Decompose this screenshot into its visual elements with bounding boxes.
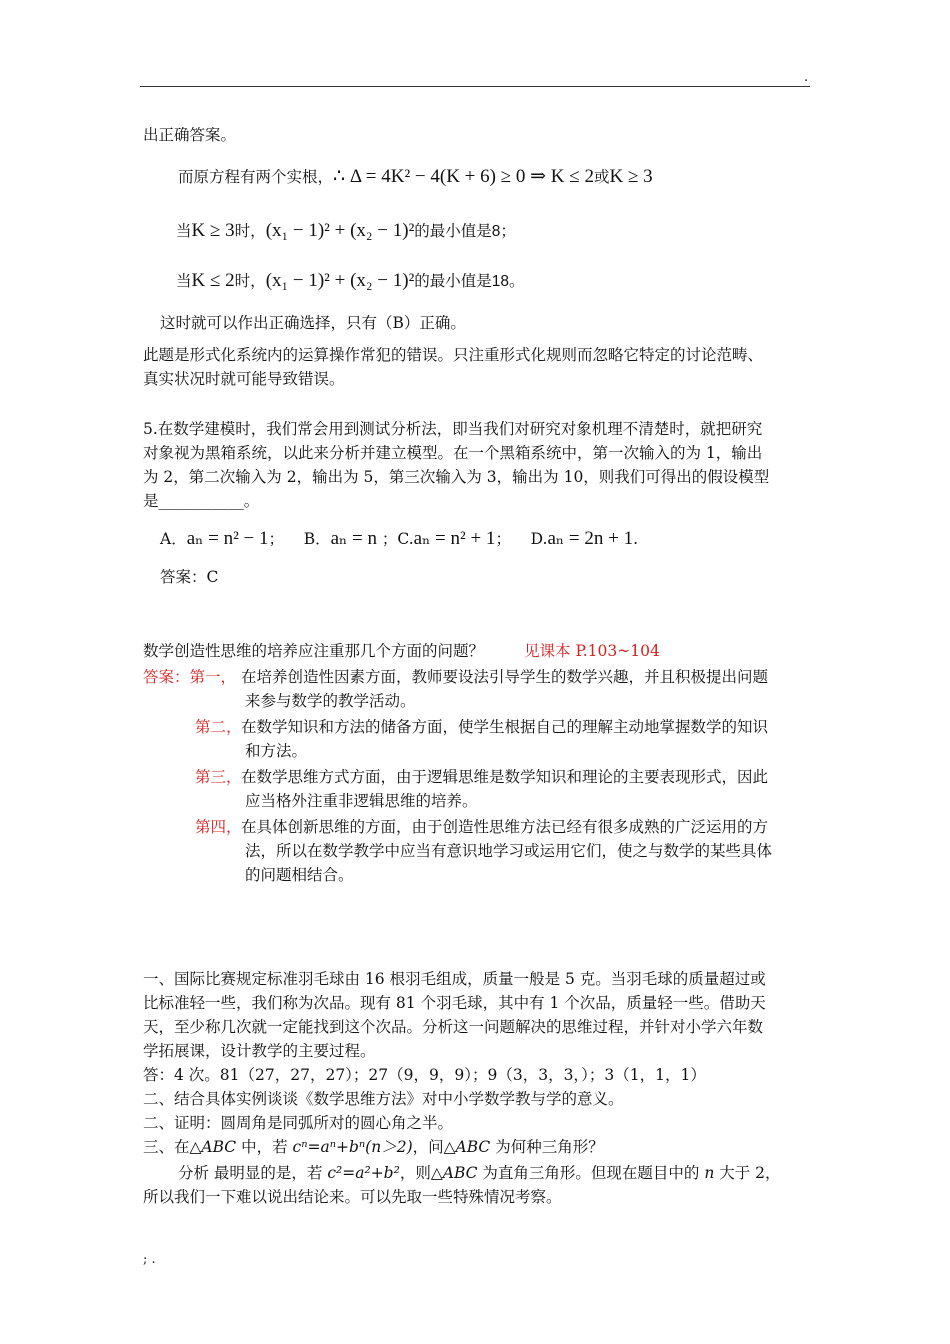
- question-5-line-1: 5.在数学建模时，我们常会用到测试分析法，即当我们对研究对象机理不清楚时，就把研究: [143, 420, 763, 438]
- answer-2a: 在数学知识和方法的储备方面，使学生根据自己的理解主动地掌握数学的知识: [241, 718, 769, 736]
- line-3-condition: K ≥ 3: [191, 220, 235, 241]
- answer-4c: 的问题相结合。: [245, 866, 354, 884]
- line-6a: 此题是形式化系统内的运算操作常犯的错误。只注重形式化规则而忽略它特定的讨论范畴、: [143, 346, 764, 364]
- option-c-sep: ；: [495, 530, 511, 548]
- discriminant-formula: ∴ Δ = 4K² − 4(K + 6) ≥ 0 ⇒ K ≤ 2: [333, 166, 594, 187]
- analysis-equation: c²=a²+b²: [327, 1164, 400, 1182]
- line-3-pre: 当: [176, 222, 192, 240]
- line-4-pre: 当: [176, 272, 192, 290]
- problem-1-line-2: 比标准轻一些，我们称为次品。现有 81 个羽毛球，其中有 1 个次品，质量轻一些。借助天: [143, 994, 766, 1012]
- analysis-post: 为直角三角形。但现在题目中的: [477, 1164, 705, 1182]
- option-b-formula: aₙ = n: [330, 528, 377, 549]
- option-c-formula: aₙ = n² + 1: [413, 528, 496, 549]
- question-5-line-4: 是___________。: [143, 492, 260, 510]
- line-3-post: 的最小值是8；: [414, 223, 516, 240]
- answer-4a: 在具体创新思维的方面，由于创造性思维方法已经有很多成熟的广泛运用的方: [241, 818, 769, 836]
- line-5: 这时就可以作出正确选择，只有（B）正确。: [160, 314, 466, 332]
- problem-1-line-3: 天，至少称几次就一定能找到这个次品。分析这一问题解决的思维过程，并针对小学六年数: [143, 1018, 764, 1036]
- line-4-condition: K ≤ 2: [191, 270, 235, 291]
- answer-label-4: 第四，: [195, 818, 242, 836]
- problem-4-equation: cⁿ=aⁿ+bⁿ(n＞2): [292, 1138, 413, 1156]
- question-6: [143, 640, 660, 662]
- question-5-line-3: 为 2，第二次输入为 2，输出为 5，第三次输入为 3，输出为 10，则我们可得出的假设模型: [143, 468, 770, 486]
- line-1: 出正确答案。: [143, 126, 237, 144]
- question-5-answer: 答案：C: [160, 568, 219, 586]
- question-6-reference: 见课本 P.103~104: [524, 642, 660, 660]
- analysis-line-1: [178, 1162, 781, 1184]
- option-b-label: B．: [303, 530, 331, 548]
- analysis-line-2: 所以我们一下难以说出结论来。可以先取一些特殊情况考察。: [143, 1188, 562, 1206]
- line-2-or: 或: [593, 168, 610, 186]
- question-5-line-2: 对象视为黑箱系统，以此来分析并建立模型。在一个黑箱系统中，第一次输入的为 1，输出: [143, 444, 763, 462]
- option-a-formula: aₙ = n² − 1: [186, 528, 269, 549]
- answer-3b: 应当格外注重非逻辑思维的培养。: [245, 792, 478, 810]
- line-4: [176, 270, 525, 293]
- problem-4-mid: 中，若: [236, 1138, 293, 1156]
- problem-1-answer: 答：4 次。81（27，27，27）；27（9，9，9）；9（3，3，3，）；3（1，1，1）: [143, 1066, 706, 1084]
- footer-mark: ; .: [143, 1252, 156, 1267]
- option-a-sep: ；: [268, 530, 284, 548]
- answer-4b: 法，所以在数学教学中应当有意识地学习或运用它们，使之与数学的某些具体: [245, 842, 773, 860]
- line-6b: 真实状况时就可能导致错误。: [143, 370, 345, 388]
- option-d-end: .: [633, 530, 639, 548]
- header-mark: .: [804, 70, 809, 85]
- answer-1b: 来参与数学的教学活动。: [245, 692, 416, 710]
- line-3: [176, 220, 516, 243]
- question-6-text: 数学创造性思维的培养应注重那几个方面的问题？: [143, 642, 485, 660]
- problem-4-triangle: ABC: [201, 1138, 237, 1156]
- line-4-expression: (x₁ − 1)² + (x₂ − 1)²: [265, 270, 415, 291]
- analysis-end: 大于 2，: [714, 1164, 781, 1182]
- problem-4-end: 为何种三角形？: [490, 1138, 604, 1156]
- problem-1-line-4: 学拓展课，设计教学的主要过程。: [143, 1042, 376, 1060]
- option-c-label: ；C.: [381, 530, 414, 548]
- option-d-label: D.: [530, 530, 548, 548]
- analysis-n: n: [704, 1164, 715, 1182]
- problem-4: [143, 1136, 604, 1158]
- problem-4-pre: 三、在△: [143, 1138, 202, 1156]
- analysis-mid: ，则△: [399, 1164, 443, 1182]
- discriminant-formula-2: K ≥ 3: [609, 166, 653, 187]
- answer-label-1: 答案：第一，: [143, 668, 237, 686]
- answer-2b: 和方法。: [245, 742, 308, 760]
- analysis-pre: 分析 最明显的是，若: [178, 1164, 328, 1182]
- problem-4-triangle-2: ABC: [455, 1138, 491, 1156]
- line-4-when: 时，: [234, 272, 266, 290]
- line-3-when: 时，: [234, 222, 266, 240]
- analysis-triangle: ABC: [442, 1164, 478, 1182]
- problem-1-line-1: 一、国际比赛规定标准羽毛球由 16 根羽毛组成，质量一般是 5 克。当羽毛球的质量超过或: [143, 970, 766, 988]
- header-rule: [140, 86, 810, 87]
- line-2: [178, 166, 653, 188]
- question-5-options: [160, 528, 638, 550]
- answer-label-3: 第三，: [195, 768, 242, 786]
- option-a-label: A．: [160, 530, 187, 548]
- answer-label-2: 第二，: [195, 718, 242, 736]
- problem-2: 二、结合具体实例谈谈《数学思维方法》对中小学数学教与学的意义。: [143, 1090, 624, 1108]
- answer-3a: 在数学思维方式方面，由于逻辑思维是数学知识和理论的主要表现形式，因此: [241, 768, 769, 786]
- line-3-expression: (x₁ − 1)² + (x₂ − 1)²: [265, 220, 415, 241]
- line-2-text: 而原方程有两个实根，: [178, 168, 334, 186]
- line-4-post: 的最小值是18。: [414, 273, 525, 290]
- option-d-formula: aₙ = 2n + 1: [547, 528, 634, 549]
- answer-1a: 在培养创造性因素方面，教师要设法引导学生的数学兴趣，并且积极提出问题: [241, 668, 769, 686]
- problem-4-post: ，问△: [412, 1138, 456, 1156]
- problem-3: 二、证明：圆周角是同弧所对的圆心角之半。: [143, 1114, 454, 1132]
